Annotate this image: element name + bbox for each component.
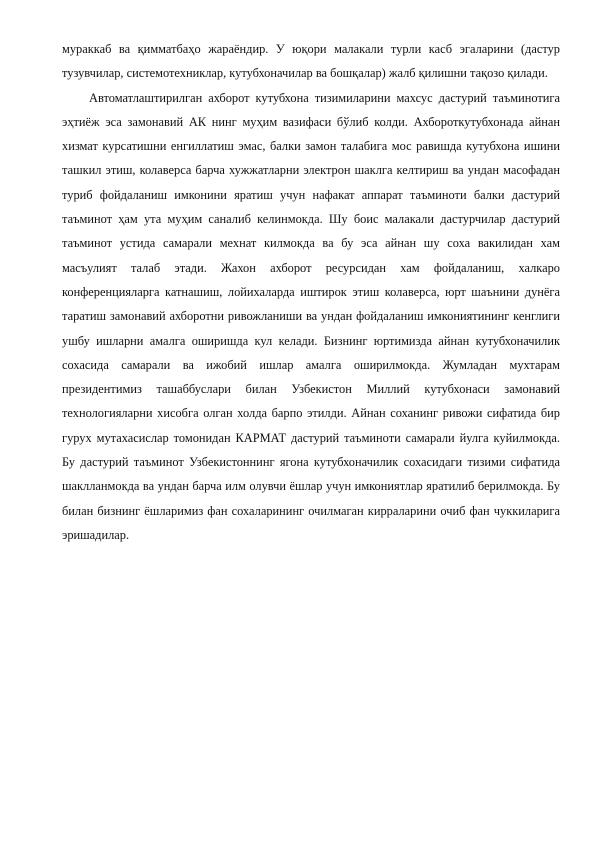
paragraph-continuation: мураккаб ва қимматбаҳо жараёндир. У юқори малакали турли касб эгаларини (дастур тузувчилар, системотехниклар, кутубхоначилар ва бошқалар) жалб қилишни тақозо қилади. — [62, 42, 560, 81]
paragraph-main: Автоматлаштирилган ахборот кутубхона тизимиларини махсус дастурий таъминотига эҳтиёж эса замонавий АК нинг муҳим вазифаси бўлиб колди. Ахбороткутубхонада айнан хизмат курсатишни енгиллатиш эмас, балки замон талабига мос равишда кутубхона ишини ташкил этиш, колаверса барча хужжатларни электрон шаклга келтириш ва ундан масофадан туриб фойдаланиш имконини яратиш учун нафакат аппарат таъминоти балки дастурий таъминот ҳам ута муҳим саналиб келинмокда. Шу боис малакали дастурчилар дастурий таъминот устида самарали мехнат килмокда ва бу эса айнан шу соха вакилидан хам масъулият талаб этади. Жахон ахборот ресурсидан хам фойдаланиш, халкаро конференцияларга катнашиш, лойихаларда иштирок этиш колаверса, юрт шаънини дунёга таратиш замонавий ахборотни ривожланиши ва ундан фойдаланиш имкониятининг кенглиги ушбу ишларни амалга оширишда кул келади. Бизнинг юртимизда айнан кутубхоначилик сохасида самарали ва ижобий ишлар амалга оширилмокда. Жумладан мухтарам президентимиз ташаббуслари билан Узбекистон Миллий кутубхонаси замонавий технологияларни хисобга олган холда барпо этилди. Айнан соханинг ривожи сифатида бир гурух мутахасислар томонидан КАРМАТ дастурий таъминоти самарали йулга куйилмокда. Бу дастурий таъминот Узбекистоннинг ягона кутубхоначилик сохасидаги тизими сифатида шаклланмокда ва ундан барча илм олувчи ёшлар учун имкониятлар яратилиб берилмокда. Бу билан бизнинг ёшларимиз фан сохаларининг очилмаган кирраларини очиб фан чуккиларига эришадилар. — [62, 90, 560, 542]
document-page — [62, 37, 560, 547]
